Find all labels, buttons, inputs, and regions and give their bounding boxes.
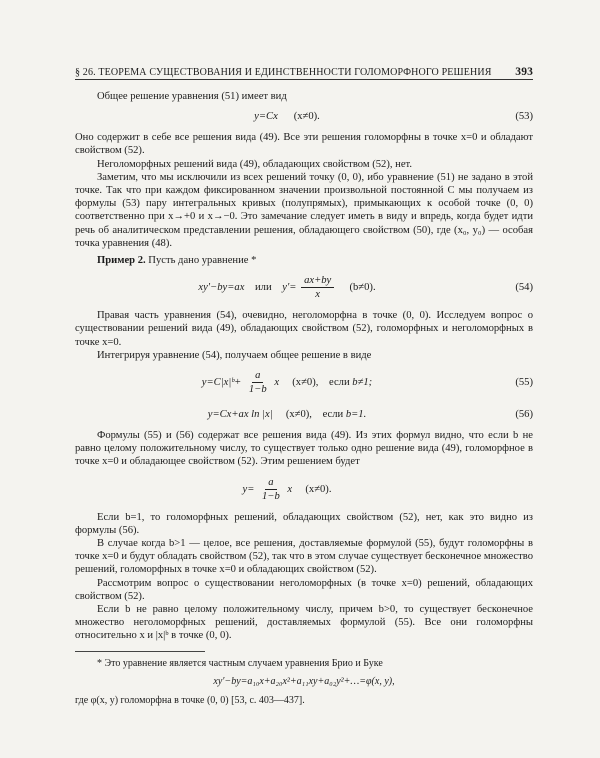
sol-condition: (x≠0).	[305, 483, 332, 495]
equation-56	[75, 404, 533, 426]
sol-tail: x	[287, 483, 293, 495]
eq53-number: (53)	[515, 111, 533, 123]
footnote-line-2: где φ(x, y) голоморфна в точке (0, 0) [53, с. 403—437].	[75, 694, 305, 706]
running-header	[75, 58, 533, 78]
eq54-denominator: x	[315, 289, 320, 301]
eq53-lhs: y=Cx	[254, 111, 278, 123]
eq56-number: (56)	[515, 409, 533, 421]
paragraph-1: Общее решение уравнения (51) имеет вид	[97, 91, 287, 102]
equation-55	[75, 365, 533, 401]
footnote-eq-text: xy′−by=a₁₀x+a₂₀x²+a₁₁xy+a₀₂y²+…=φ(x, y),	[213, 675, 395, 687]
eq54-condition: (b≠0).	[349, 282, 376, 294]
paragraph-8: Если b=1, то голоморфных решений, обладающих свойством (52), нет, как это видно из формулы (56).	[75, 511, 533, 536]
sol-fraction	[259, 476, 283, 503]
eq54-number: (54)	[515, 282, 533, 294]
footnote-rule	[75, 651, 205, 652]
page-number: 393	[515, 66, 533, 78]
paragraph-2: Оно содержит в себе все решения вида (49). Все эти решения голоморфны в точке x=0 и обладают свойством (52).	[75, 132, 533, 157]
eq55-numerator: a	[252, 369, 263, 383]
sol-lhs: y=	[242, 483, 255, 495]
eq54-numerator: ax+by	[301, 274, 334, 288]
eq54-or: или	[255, 282, 272, 294]
eq54-left: xy′−by=ax	[198, 282, 245, 294]
paragraph-11: Если b не равно целому положительному числу, причем b>0, то существует бесконечное множество неголоморфных решений, доставляемых формулой (55). Все они голоморфны относительно x и |x|ᵇ в точке (0, 0).	[75, 604, 533, 642]
eq55-fraction	[246, 369, 270, 396]
eq56-if: если	[322, 409, 344, 421]
paragraph-6: Интегрируя уравнение (54), получаем общее решение в виде	[97, 349, 372, 361]
footnote	[75, 657, 533, 707]
eq55-condition: (x≠0),	[292, 377, 319, 389]
equation-54	[75, 270, 533, 306]
example-2-text: Пусть дано уравнение *	[148, 255, 257, 267]
eq54-ylhs: y′=	[282, 282, 297, 294]
eq55-lhs: y=C|x|ᵇ+	[201, 377, 242, 389]
section-title: § 26. ТЕОРЕМА СУЩЕСТВОВАНИЯ И ЕДИНСТВЕННОСТИ ГОЛОМОРФНОГО РЕШЕНИЯ	[75, 67, 492, 78]
paragraph-7: Формулы (55) и (56) содержат все решения вида (49). Из этих формул видно, что если b не равно целому положительному числу, то существует только одно решение вида (49), голоморфное в точке x=0 и обладающее свойством (52). Этим решением будет	[75, 430, 533, 468]
paragraph-4: Заметим, что мы исключили из всех решений точку (0, 0), ибо уравнение (51) не задано в этой точке. Так что при каждом фиксированном значении произвольной постоянной C мы получаем из формулы (53) пару интегральных кривых (полупрямых), примыкающих к особой точке (0, 0) соответственно при x→+0 и x→−0. Это замечание следует иметь в виду и впредь, когда будет идти речь об аналитическом представлении решения, обладающего свойством (50), где (x₀, y₀) — особая точка уравнения (48).	[75, 171, 533, 249]
paragraph-10: Рассмотрим вопрос о существовании неголоморфных (в точке x=0) решений, обладающих свойством (52).	[75, 577, 533, 602]
example-2-label: Пример 2.	[97, 255, 146, 267]
sol-denominator: 1−b	[262, 490, 280, 502]
example-2-intro	[75, 254, 533, 267]
header-rule	[75, 79, 533, 80]
main-text	[75, 90, 533, 707]
eq55-if: если	[328, 377, 350, 389]
paragraph-9: В случае когда b>1 — целое, все решения, доставляемые формулой (55), будут голоморфны в точке x=0 и будут обладать свойством (52), так что в этом случае существует бесконечное множество решений, голоморфных в точке x=0 и обладающих свойством (52).	[75, 538, 533, 576]
eq56-lhs: y=Cx+ax ln |x|	[207, 409, 273, 421]
eq54-fraction	[301, 274, 334, 301]
sol-numerator: a	[265, 476, 276, 490]
eq55-number: (55)	[515, 377, 533, 389]
eq55-tail: x	[274, 377, 280, 389]
eq56-condition: (x≠0),	[285, 409, 312, 421]
equation-53	[75, 106, 533, 128]
eq56-bcond: b=1.	[345, 409, 367, 421]
paragraph-3: Неголоморфных решений вида (49), обладающих свойством (52), нет.	[97, 158, 413, 170]
paragraph-5: Правая часть уравнения (54), очевидно, неголоморфна в точке (0, 0). Исследуем вопрос о существовании решений вида (49), обладающих свойством (52), голоморфных и неголоморфных в точке x=0.	[75, 310, 533, 348]
eq55-denominator: 1−b	[248, 384, 267, 396]
eq53-condition: (x≠0).	[293, 111, 320, 123]
equation-solution	[75, 472, 533, 508]
footnote-equation	[75, 672, 533, 692]
eq55-bcond: b≠1;	[352, 377, 373, 389]
footnote-line-1: * Это уравнение является частным случаем уравнения Брио и Буке	[97, 657, 383, 669]
